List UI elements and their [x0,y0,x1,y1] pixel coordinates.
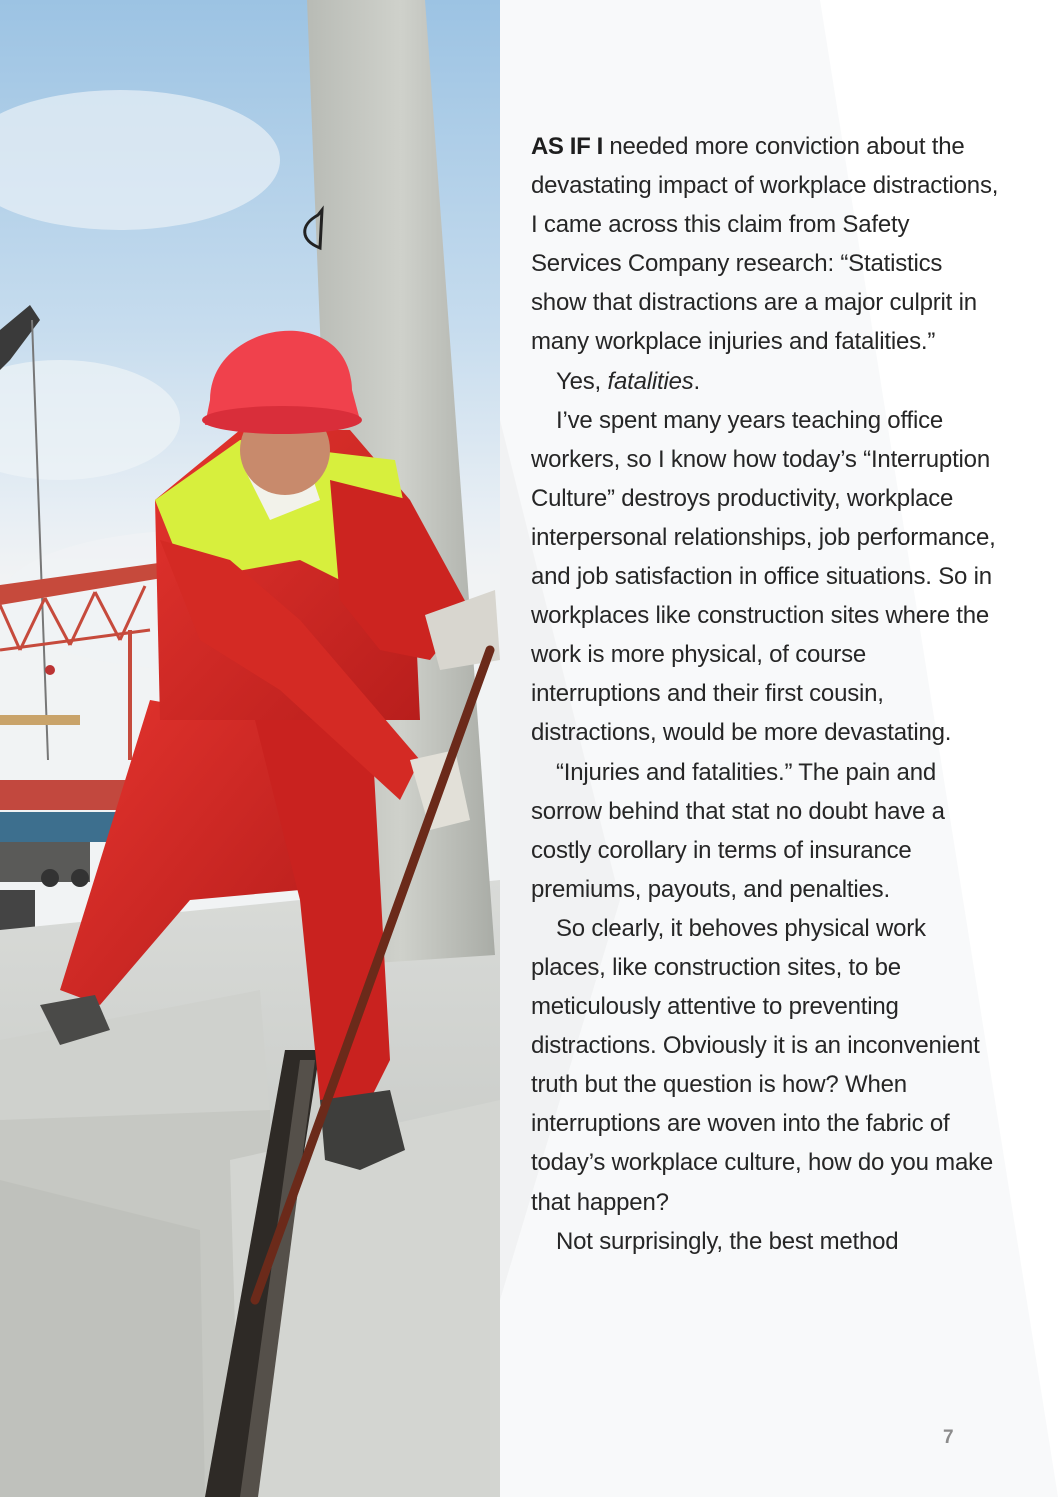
paragraph-4: “Injuries and fatalities.” The pain and sorrow behind that stat no doubt have a costly corollary in terms of insurance premiums, payouts, and penalties. [531,758,945,903]
paragraph-6: Not surprisingly, the best method [556,1227,899,1255]
article-body [531,127,1001,1261]
paragraph-1 [531,127,1001,362]
paragraph-2 [531,362,1001,401]
paragraph-1-text: needed more conviction about the devastating impact of workplace distractions, I came across this claim from Safety Services Company research: “Statistics show that distractions are a major culprit in many workplace injuries and fatalities.” [531,133,999,356]
paragraph-3: I’ve spent many years teaching office workers, so I know how today’s “Interruption Culture” destroys productivity, workplace interpersonal relationships, job performance, and job satisfaction in office situations. So in workplaces like construction sites where the work is more physical, of course interruptions and their first cousin, distractions, would be more devastating. [531,406,996,747]
paragraph-5: So clearly, it behoves physical work places, like construction sites, to be meticulously attentive to preventing distractions. Obviously it is an inconvenient truth but the question is how? When interruptions are woven into the fabric of today’s workplace culture, how do you make that happen? [531,914,994,1216]
emphasis-fatalities: fatalities [607,367,694,395]
paragraph-2-end: . [693,367,701,395]
lead-in: AS IF I [531,133,603,160]
paragraph-2-text: Yes, [556,367,608,395]
page-number: 7 [943,1427,954,1448]
worker-photo [0,0,500,1497]
